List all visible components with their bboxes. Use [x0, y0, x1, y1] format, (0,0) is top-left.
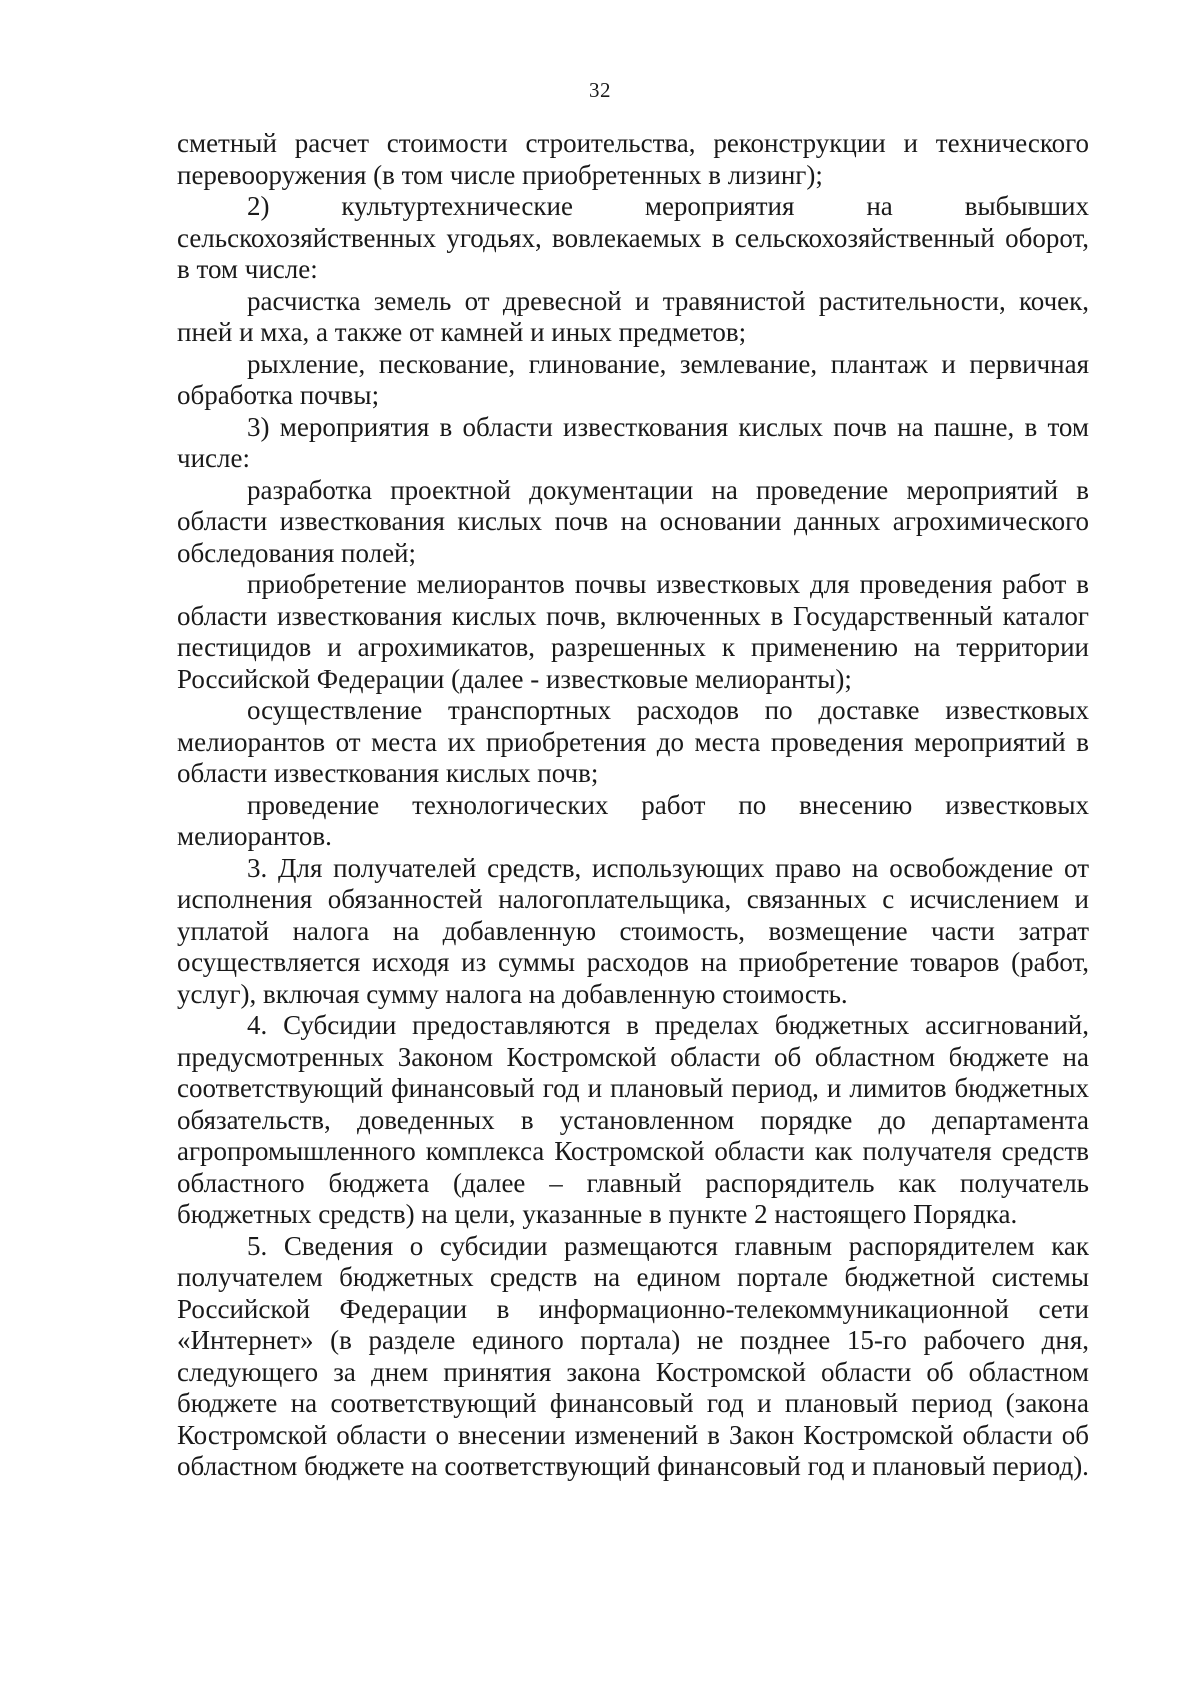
- paragraph-subitem-purchase: приобретение мелиорантов почвы известковых для проведения работ в области известкования кислых почв, включенных в Государственный каталог пестицидов и агрохимикатов, разрешенных к применению на территории Российской Федерации (далее - известковые мелиоранты);: [177, 569, 1089, 694]
- paragraph-clause-4: 4. Субсидии предоставляются в пределах бюджетных ассигнований, предусмотренных Законом Костромской области об областном бюджете на соответствующий финансовый год и плановый период, и лимитов бюджетных обязательств, доведенных в установленном порядке до департамента агропромышленного комплекса Костромской области как получателя средств областного бюджета (далее – главный распорядитель как получатель бюджетных средств) на цели, указанные в пункте 2 настоящего Порядка.: [177, 1010, 1089, 1229]
- paragraph-clause-5: 5. Сведения о субсидии размещаются главным распорядителем как получателем бюджетных средств на едином портале бюджетной системы Российской Федерации в информационно-телекоммуникационной сети «Интернет» (в разделе единого портала) не позднее 15-го рабочего дня, следующего за днем принятия закона Костромской области об областном бюджете на соответствующий финансовый год и плановый период (закона Костромской области о внесении изменений в Закон Костромской области об областном бюджете на соответствующий финансовый год и плановый период).: [177, 1230, 1089, 1481]
- paragraph-clause-3: 3. Для получателей средств, использующих право на освобождение от исполнения обязанностей налогоплательщика, связанных с исчислением и уплатой налога на добавленную стоимость, возмещение части затрат осуществляется исходя из суммы расходов на приобретение товаров (работ, услуг), включая сумму налога на добавленную стоимость.: [177, 852, 1089, 1009]
- paragraph-subitem-transport: осуществление транспортных расходов по доставке известковых мелиорантов от места их приобретения до места проведения мероприятий в области известкования кислых почв;: [177, 695, 1089, 788]
- paragraph-subitem-design-docs: разработка проектной документации на проведение мероприятий в области известкования кислых почв на основании данных агрохимического обследования полей;: [177, 474, 1089, 568]
- paragraph-item-2: 2) культуртехнические мероприятия на выбывших сельскохозяйственных угодьях, вовлекаемых в сельскохозяйственный оборот, в том числе:: [177, 191, 1089, 284]
- paragraph-item-3: 3) мероприятия в области известкования кислых почв на пашне, в том числе:: [177, 411, 1089, 473]
- page-number: 32: [589, 78, 611, 102]
- paragraph-continuation: сметный расчет стоимости строительства, реконструкции и технического перевооружения (в том числе приобретенных в лизинг);: [177, 128, 1089, 190]
- paragraph-subitem-loosening: рыхление, пескование, глинование, землевание, плантаж и первичная обработка почвы;: [177, 348, 1089, 410]
- document-body: [177, 128, 1089, 1483]
- paragraph-subitem-works: проведение технологических работ по внесению известковых мелиорантов.: [177, 789, 1089, 851]
- paragraph-subitem-clearing: расчистка земель от древесной и травянистой растительности, кочек, пней и мха, а также от камней и иных предметов;: [177, 285, 1089, 347]
